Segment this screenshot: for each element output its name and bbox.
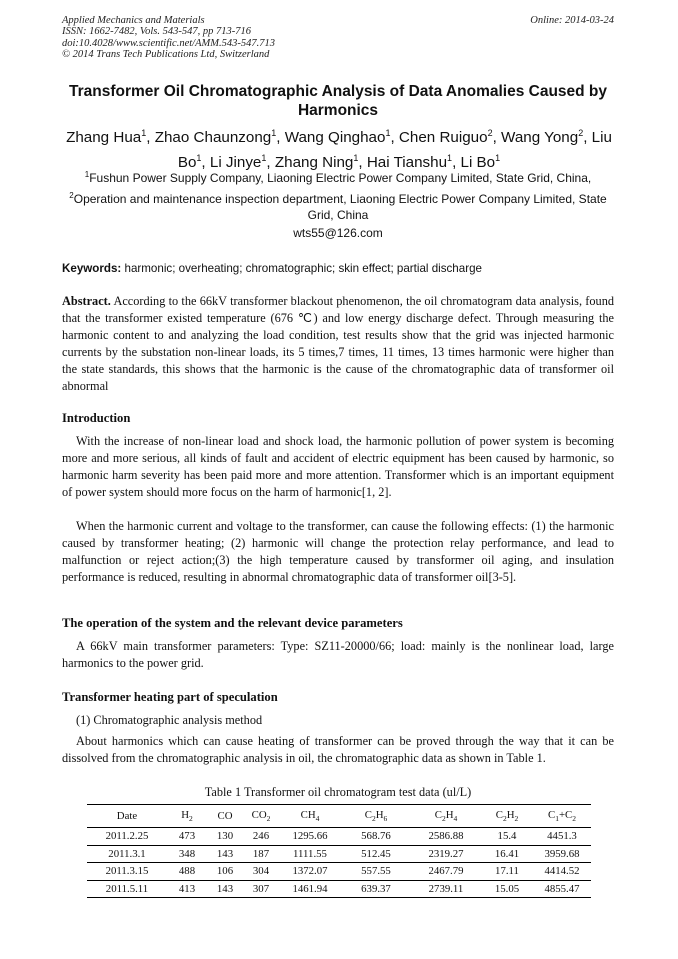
table-cell: 1111.55 <box>279 845 341 863</box>
author-affiliation-marker: 1 <box>353 153 359 164</box>
table-row <box>87 828 591 846</box>
affiliation-2-text: Operation and maintenance inspection department, Liaoning Electric Power Company Limited, State Grid, China <box>73 192 607 222</box>
table-cell: 246 <box>243 828 279 846</box>
table-header-cell: CO <box>207 805 243 828</box>
table-cell: 1295.66 <box>279 828 341 846</box>
author-name: Chen Ruiguo <box>398 129 488 147</box>
table-cell: 143 <box>207 880 243 898</box>
table-cell: 348 <box>167 845 207 863</box>
table-cell: 2319.27 <box>411 845 481 863</box>
author-name: Zhang Ning <box>274 154 354 172</box>
table-header-row <box>87 805 591 828</box>
chromatogram-table <box>87 804 591 898</box>
table-cell: 2011.2.25 <box>87 828 167 846</box>
affiliation-1-text: Fushun Power Supply Company, Liaoning Electric Power Company Limited, State Grid, China, <box>89 171 592 185</box>
author-name: Liu Bo <box>177 129 612 172</box>
author-affiliation-marker: 1 <box>196 153 202 164</box>
affiliation-2 <box>62 188 614 223</box>
table-cell: 2011.3.1 <box>87 845 167 863</box>
author-list: Zhang Hua$^1$, Zhao Chaunzong$^1$, Wang Qinghao$^1$, Chen Ruiguo$^2$, Wang Yong$^2$, Liu Bo$^1$, Li Jinye$^1$, Zhang Ning$^1$, Hai Tianshu$^1$, Li Bo$^1$ <box>66 128 612 172</box>
issn-line: ISSN: 1662-7482, Vols. 543-547, pp 713-716 <box>62 26 251 38</box>
author-affiliation-marker: 1 <box>447 153 453 164</box>
table-cell: 130 <box>207 828 243 846</box>
table-cell: 473 <box>167 828 207 846</box>
table-header-cell: $H_2$ <box>167 805 207 828</box>
table-cell: 17.11 <box>481 863 533 881</box>
author-name: Zhao Chaunzong <box>154 129 272 147</box>
table-header-cell: $CO_2$ <box>243 805 279 828</box>
table-cell: 568.76 <box>341 828 411 846</box>
heating-paragraph: About harmonics which can cause heating of transformer can be proved through the way that it can be dissolved from the chromatographic analysis in oil, the chromatographic data as shown in Table 1. <box>62 734 614 766</box>
table-header-cell: $C_2H_4$ <box>411 805 481 828</box>
author-name: Zhang Hua <box>66 129 142 147</box>
table-cell: 4855.47 <box>533 880 591 898</box>
keywords <box>62 261 614 276</box>
table-row <box>87 863 591 881</box>
operation-heading: The operation of the system and the relevant device parameters <box>62 616 403 630</box>
table-caption: Table 1 Transformer oil chromatogram test data (ul/L) <box>204 785 472 799</box>
affiliation-2-marker: 2 <box>69 191 74 200</box>
author-name: Li Jinye <box>209 154 262 172</box>
author-name: Wang Qinghao <box>284 129 386 147</box>
table-cell: 2011.5.11 <box>87 880 167 898</box>
author-name: Hai Tianshu <box>366 154 448 172</box>
table-cell: 307 <box>243 880 279 898</box>
author-name: Li Bo <box>460 154 496 172</box>
table-cell: 15.4 <box>481 828 533 846</box>
table-cell: 304 <box>243 863 279 881</box>
paper-title: Transformer Oil Chromatographic Analysis of Data Anomalies Caused by Harmonics <box>68 83 608 119</box>
table-cell: 106 <box>207 863 243 881</box>
table-header-cell: $C_2H_2$ <box>481 805 533 828</box>
table-cell: 512.45 <box>341 845 411 863</box>
copyright-line: © 2014 Trans Tech Publications Ltd, Switzerland <box>62 48 270 60</box>
abstract-text: According to the 66kV transformer blackout phenomenon, the oil chromatogram data analysis, found that the transformer existed temperature (676 ℃) and low energy discharge defect. Through measuring the harmonic content to and analyzing the load condition, test results show that the grid was injected harmonic currents by the substation non-linear loads, its 5 times,7 times, 11 times, 13 times harmonic were higher than the state standards, this shows that the harmonic is the cause of the chromatographic data of transformer oil abnormal <box>62 294 614 394</box>
author-affiliation-marker: 1 <box>271 128 277 138</box>
author-name: Wang Yong <box>501 129 579 147</box>
table-cell: 1372.07 <box>279 863 341 881</box>
table-cell: 4451.3 <box>533 828 591 846</box>
table-cell: 2739.11 <box>411 880 481 898</box>
table-header-cell: $C_1+C_2$ <box>533 805 591 828</box>
affiliation-1-marker: 1 <box>84 170 90 179</box>
author-affiliation-marker: 1 <box>141 128 147 138</box>
abstract-label: Abstract. <box>62 294 111 308</box>
table-cell: 143 <box>207 845 243 863</box>
table-cell: 4414.52 <box>533 863 591 881</box>
table-row <box>87 845 591 863</box>
table-row <box>87 880 591 898</box>
table-cell: 2586.88 <box>411 828 481 846</box>
table-cell: 2467.79 <box>411 863 481 881</box>
table-header-cell: $CH_4$ <box>279 805 341 828</box>
heating-heading: Transformer heating part of speculation <box>62 690 278 704</box>
keywords-label: Keywords: <box>62 262 122 275</box>
introduction-paragraph-1: With the increase of non-linear load and shock load, the harmonic pollution of power system is becoming more and more serious, all kinds of fault and accident of electric equipment has been caused by harmonic, so harmonic harm severity has been paid more and more attention. Transformer which is an important equipment of power system should more focus on the harm of harmonic[1, 2]. <box>62 434 614 500</box>
author-affiliation-marker: 1 <box>385 128 391 138</box>
table-header-cell: $C_2H_6$ <box>341 805 411 828</box>
table-cell: 15.05 <box>481 880 533 898</box>
table-cell: 488 <box>167 863 207 881</box>
table-cell: 413 <box>167 880 207 898</box>
journal-header <box>62 15 614 60</box>
author-affiliation-marker: 2 <box>487 128 493 138</box>
heating-subheading: (1) Chromatographic analysis method <box>76 713 263 727</box>
introduction-paragraph-2: When the harmonic current and voltage to the transformer, can cause the following effects: (1) the harmonic caused by transformer heating; (2) harmonic will change the protection relay performance, and lead to malfunction or reject action;(3) the high temperature caused by transformer oil aging, and insulation performance is reduced, resulting in abnormal chromatographic data of transformer oil[3-5]. <box>62 519 614 585</box>
doi-line: doi:10.4028/www.scientific.net/AMM.543-547.713 <box>62 37 275 49</box>
table-cell: 639.37 <box>341 880 411 898</box>
affiliation-1 <box>62 167 614 187</box>
journal-name: Applied Mechanics and Materials <box>62 15 205 26</box>
table-cell: 557.55 <box>341 863 411 881</box>
author-affiliation-marker: 1 <box>495 153 501 164</box>
table-cell: 16.41 <box>481 845 533 863</box>
table-cell: 187 <box>243 845 279 863</box>
introduction-heading: Introduction <box>62 411 131 425</box>
table-cell: 2011.3.15 <box>87 863 167 881</box>
author-affiliation-marker: 2 <box>578 128 584 138</box>
online-date: Online: 2014-03-24 <box>530 15 614 26</box>
table-cell: 3959.68 <box>533 845 591 863</box>
keywords-text: harmonic; overheating; chromatographic; skin effect; partial discharge <box>124 262 482 275</box>
table-body <box>87 828 591 898</box>
author-affiliation-marker: 1 <box>261 153 267 164</box>
author-email: wts55@126.com <box>293 226 383 240</box>
table-cell: 1461.94 <box>279 880 341 898</box>
operation-paragraph: A 66kV main transformer parameters: Type: SZ11-20000/66; load: mainly is the nonlinear load, large harmonics to the power grid. <box>62 639 614 671</box>
abstract <box>62 293 614 396</box>
table-header-cell: Date <box>87 805 167 828</box>
